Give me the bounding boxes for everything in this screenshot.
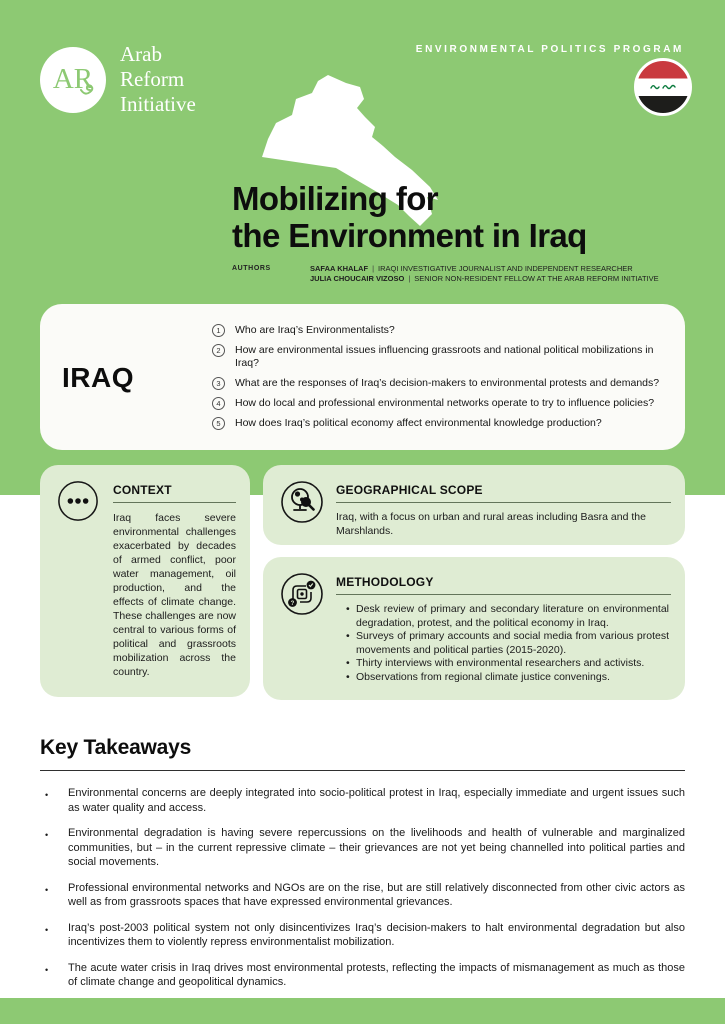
research-questions-card	[40, 304, 685, 450]
title-line-2: the Environment in Iraq	[232, 217, 587, 254]
author-separator: |	[372, 264, 375, 273]
takeaway-text: Iraq’s post-2003 political system not only disincentivizes Iraq’s decision-makers to halt environmental degradation but also incentivizes them to violently repress environmentalist mobilization.	[68, 921, 685, 948]
methodology-item-text: Surveys of primary accounts and social media from various protest movements and political parties (2015-2020).	[356, 630, 669, 656]
question-text: How are environmental issues influencing grassroots and national political mobilizations in Iraq?	[235, 344, 654, 369]
methodology-item-text: Thirty interviews with environmental researchers and activists.	[356, 657, 645, 669]
context-body: Iraq faces severe environmental challenges exacerbated by decades of armed conflict, poor water management, oil production, and the effects of climate change. These challenges are now central to various forms of political and grassroots mobilization across the country.	[113, 512, 236, 678]
takeaway-text: Professional environmental networks and NGOs are on the rise, but are still relatively disconnected from other civic actors as well as from grassroots spaces that have expressed environmental grievances.	[68, 881, 685, 908]
bullet-dot	[40, 961, 68, 990]
question-item	[212, 377, 663, 390]
methodology-item	[336, 630, 669, 657]
methodology-card	[263, 557, 685, 700]
takeaways-list	[40, 786, 685, 990]
question-text: What are the responses of Iraq’s decision-makers to environmental protests and demands?	[235, 377, 660, 389]
author-role: SENIOR NON-RESIDENT FELLOW AT THE ARAB REFORM INITIATIVE	[414, 274, 659, 283]
takeaway-item	[40, 921, 685, 950]
bullet-dot	[40, 921, 68, 950]
author-separator: |	[408, 274, 411, 283]
svg-text:?: ?	[290, 601, 295, 607]
context-card-header	[113, 483, 236, 503]
author-role: IRAQI INVESTIGATIVE JOURNALIST AND INDEPENDENT RESEARCHER	[378, 264, 633, 273]
footer-band	[0, 998, 725, 1024]
ari-logo	[40, 42, 196, 117]
program-label: ENVIRONMENTAL POLITICS PROGRAM	[415, 44, 684, 55]
section-rule	[40, 770, 685, 771]
globe-search-icon	[280, 480, 324, 524]
author-line-1	[310, 264, 659, 274]
bullet-dot	[336, 671, 356, 685]
question-item	[212, 324, 663, 337]
methodology-list	[336, 603, 669, 684]
takeaway-text: Environmental concerns are deeply integrated into socio-political protest in Iraq, especially immediate and urgent issues such as water quality and access.	[68, 787, 685, 814]
question-number-badge: 5	[212, 417, 225, 430]
methodology-title: METHODOLOGY	[336, 575, 434, 589]
context-card	[40, 465, 250, 697]
ari-logo-wordmark	[120, 42, 196, 117]
logo-word-3: Initiative	[120, 92, 196, 116]
question-text: How do local and professional environmental networks operate to try to influence policies?	[235, 397, 655, 409]
methodology-item-text: Desk review of primary and secondary literature on environmental degradation, protest, and the political economy in Iraq.	[356, 603, 669, 629]
geo-body: Iraq, with a focus on urban and rural areas including Basra and the Marshlands.	[336, 511, 646, 537]
page-title	[232, 180, 587, 254]
question-number-badge: 1	[212, 324, 225, 337]
authors-block	[232, 264, 659, 284]
question-number-badge: 2	[212, 344, 225, 357]
bullet-dot	[40, 826, 68, 870]
ellipsis-icon	[57, 480, 99, 522]
title-line-1: Mobilizing for	[232, 180, 439, 217]
question-text: How does Iraq’s political economy affect environmental knowledge production?	[235, 417, 602, 429]
question-number-badge: 4	[212, 397, 225, 410]
title-rule	[336, 502, 671, 503]
author-line-2	[310, 274, 659, 284]
question-item	[212, 397, 663, 410]
bullet-dot	[336, 630, 356, 657]
geo-card-header	[336, 483, 671, 503]
ari-logo-curl-icon	[80, 83, 96, 97]
question-item	[212, 417, 663, 430]
methodology-item	[336, 671, 669, 685]
logo-word-1: Arab	[120, 42, 162, 66]
authors-label: AUTHORS	[232, 265, 271, 272]
iraq-flag-icon	[634, 58, 692, 116]
ari-logo-initials: AR	[52, 63, 94, 95]
bullet-dot	[40, 881, 68, 910]
methodology-item-text: Observations from regional climate justice convenings.	[356, 670, 610, 683]
title-rule	[113, 502, 236, 503]
author-name: SAFAA KHALAF	[310, 264, 369, 273]
geo-title: GEOGRAPHICAL SCOPE	[336, 483, 483, 497]
question-number-badge: 3	[212, 377, 225, 390]
ari-logo-mark	[40, 47, 106, 113]
bullet-dot	[336, 657, 356, 671]
logo-word-2: Reform	[120, 67, 185, 91]
author-name: JULIA CHOUCAIR VIZOSO	[310, 274, 405, 283]
context-title: CONTEXT	[113, 483, 172, 497]
key-takeaways-section	[40, 736, 685, 990]
takeaway-text: Environmental degradation is having severe repercussions on the livelihoods and health of vulnerable and marginalized communities, but – in the current repressive climate – their grievances are not yet being channelled into political parties and social movements.	[68, 827, 685, 868]
methodology-item	[336, 603, 669, 630]
process-flow-icon	[280, 572, 324, 616]
title-rule	[336, 594, 671, 595]
takeaway-item	[40, 961, 685, 990]
country-label: IRAQ	[62, 362, 134, 393]
methodology-card-header	[336, 575, 671, 595]
methodology-item	[336, 657, 669, 671]
takeaway-text: The acute water crisis in Iraq drives most environmental protests, reflecting the impacts of mismanagement as much as those of climate change and geopolitical dynamics.	[68, 961, 685, 988]
takeaway-item	[40, 826, 685, 870]
key-takeaways-title: Key Takeaways	[40, 736, 192, 759]
questions-list	[212, 304, 663, 450]
takeaway-item	[40, 786, 685, 815]
flag-script-icon	[650, 83, 676, 91]
bullet-dot	[40, 786, 68, 815]
bullet-dot	[336, 603, 356, 630]
question-text: Who are Iraq’s Environmentalists?	[235, 324, 395, 336]
geographical-scope-card	[263, 465, 685, 545]
takeaway-item	[40, 881, 685, 910]
question-item	[212, 344, 663, 370]
